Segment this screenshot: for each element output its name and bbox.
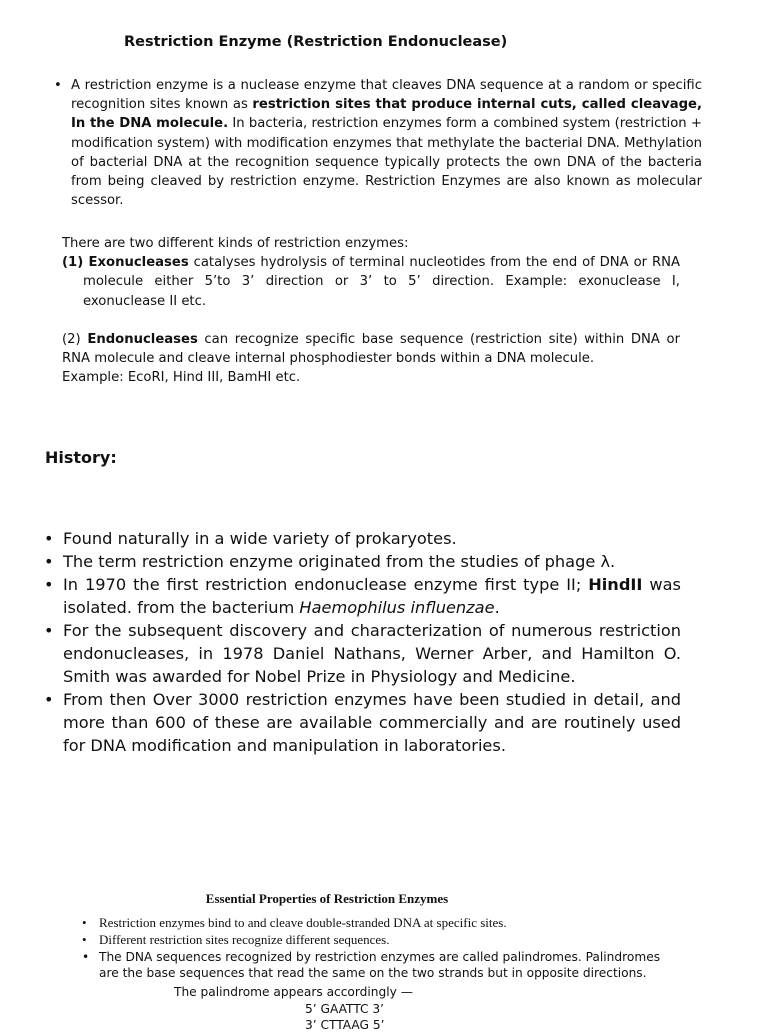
history-list: [44, 527, 681, 757]
properties-list: [82, 915, 662, 982]
list-item: • Found naturally in a wide variety of prokaryotes.: [44, 529, 457, 548]
history-heading: History:: [45, 448, 117, 467]
kinds-section: [62, 234, 680, 387]
list-item: • The term restriction enzyme originated from the studies of phage λ.: [44, 552, 616, 571]
list-item: • In 1970 the first restriction endonuclease enzyme first type II; HindII was isolated. from the bacterium Haemophilus influenzae.: [44, 575, 681, 617]
endonucleases-item: [62, 330, 680, 368]
bullet: •: [54, 78, 62, 93]
page-title: Restriction Enzyme (Restriction Endonuclease): [124, 34, 508, 50]
list-item: • Different restriction sites recognize different sequences.: [82, 931, 390, 947]
properties-heading: Essential Properties of Restriction Enzymes: [205, 891, 449, 906]
intro-text-a: A restriction enzyme is a nuclease enzyme that cleaves DNA sequence at a random or specific recognition sites known as: [71, 78, 702, 113]
exonucleases-item: [62, 253, 680, 311]
endonucleases-text: can recognize specific base sequence (restriction site) within DNA or RNA molecule and cleave internal phosphodiester bonds within a DNA molecule.: [62, 331, 681, 367]
exonucleases-text: catalyses hydrolysis of terminal nucleotides from the end of DNA or RNA molecule either 5’to 3’ direction or 3’ to 5’ direction. Example: exonuclease I, exonuclease II etc.: [83, 255, 680, 309]
endonucleases-number: (2): [62, 331, 88, 347]
intro-paragraph: [54, 76, 702, 210]
sequence-bottom-strand: 3’ CTTAAG 5’: [305, 1018, 385, 1032]
intro-text-b: In bacteria, restriction enzymes form a combined system (restriction + modification system) with modification enzymes that methylate the bacterial DNA. Methylation of bacterial DNA at the recognition sequence typically protects the own DNA of the bacteria from being cleaved by restriction enzyme. Restriction Enzymes are also known as molecular scessor.: [71, 116, 702, 209]
sequence-top-strand: 5’ GAATTC 3’: [305, 1002, 384, 1016]
kinds-lead: There are two different kinds of restriction enzymes:: [62, 236, 409, 251]
endonucleases-example: Example: EcoRI, Hind III, BamHI etc.: [62, 370, 301, 386]
exonucleases-label: (1) Exonucleases: [62, 255, 189, 271]
list-item: • For the subsequent discovery and characterization of numerous restriction endonucleases, in 1978 Daniel Nathans, Werner Arber, and Hamilton O. Smith was awarded for Nobel Prize in Physiology and Medicine.: [44, 621, 681, 686]
list-item: • The DNA sequences recognized by restriction enzymes are called palindromes. Palindromes are the base sequences that read the same on the two strands but in opposite directions.: [82, 949, 661, 981]
list-item: • From then Over 3000 restriction enzymes have been studied in detail, and more than 600 of these are available commercially and are routinely used for DNA modification and manipulation in laboratories.: [44, 690, 681, 755]
list-item: • Restriction enzymes bind to and cleave double-stranded DNA at specific sites.: [82, 915, 507, 930]
endonucleases-label: Endonucleases: [87, 331, 198, 347]
intro-bold: restriction sites that produce internal cuts, called cleavage, In the DNA molecule.: [71, 97, 702, 132]
palindrome-intro: The palindrome appears accordingly —: [174, 985, 413, 999]
